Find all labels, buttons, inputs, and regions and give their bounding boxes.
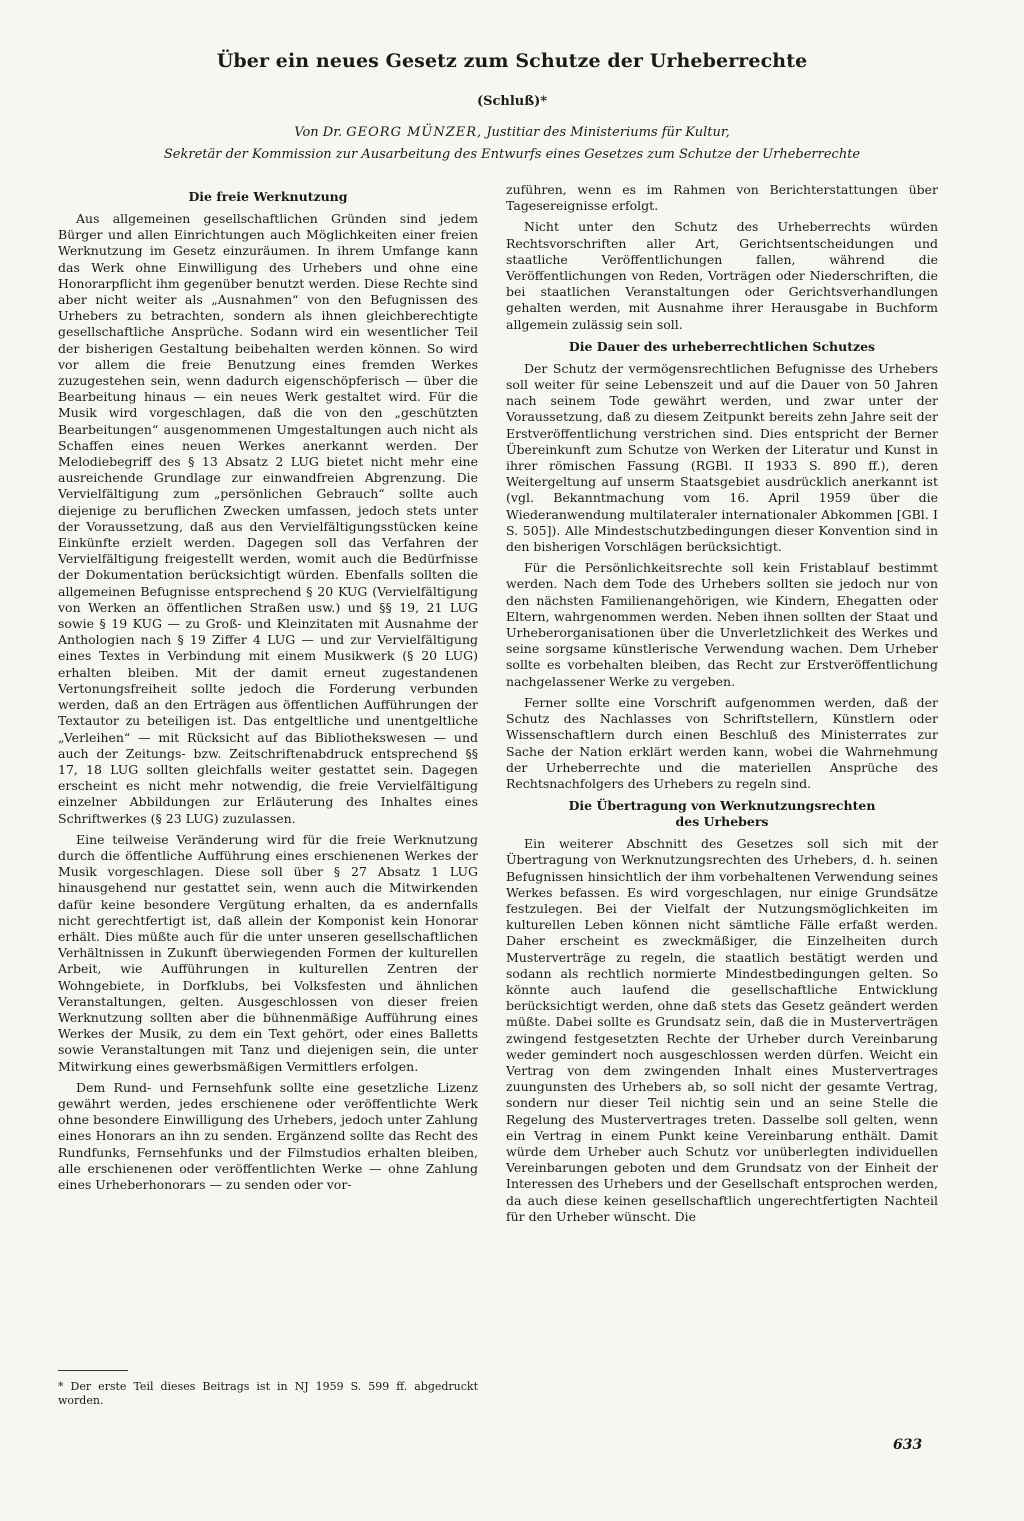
byline-prefix: Von Dr. bbox=[294, 125, 343, 140]
paragraph: Ein weiterer Abschnitt des Gesetzes soll sich mit der Übertragung von Werknutzungsrechten des Urhebers, d. h. seinen Befugnissen hinsichtlich der ihm vorbehaltenen Verwendung seines Werkes befassen. Es wird vorgeschlagen, nur einige Grundsätze festzulegen. Bei der Vielfalt der Nutzungsmöglichkeiten im kulturellen Leben können nicht sämtliche Fälle erfaßt werden. Daher erscheint es zweckmäßiger, die Einzelheiten durch Musterverträge zu regeln, die staatlich bestätigt werden und sodann als rechtlich normierte Mindestbedingungen gelten. So könnte auch laufend die gesellschaftliche Entwicklung berücksichtigt werden, ohne daß stets das Gesetz geändert werden müßte. Dabei sollte es Grundsatz sein, daß die in Musterverträgen zwingend festgesetzten Rechte der Urheber durch Vereinbarung weder gemindert noch ausgeschlossen werden dürfen. Weicht ein Vertrag von dem zwingenden Inhalt eines Mustervertrages zuungunsten des Urhebers ab, so soll nicht der gesamte Vertrag, sondern nur dieser Teil nichtig sein und an seine Stelle die Regelung des Mustervertrages treten. Dasselbe soll gelten, wenn ein Vertrag in einem Punkt keine Vereinbarung enthält. Damit würde dem Urheber auch Schutz vor unüberlegten individuellen Vereinbarungen geboten und dem Grundsatz von der Einheit der Interessen des Urhebers und der Gesellschaft entsprochen werden, da auch diese keinen gesellschaftlich ungerechtfertigten Nachteil für den Urheber wünscht. Die bbox=[506, 836, 938, 1224]
paragraph: Dem Rund- und Fernsehfunk sollte eine gesetzliche Lizenz gewährt werden, jedes erschienene oder veröffentlichte Werk ohne besondere Einwilligung des Urhebers, jedoch unter Zahlung eines Honorars an ihn zu senden. Ergänzend sollte das Recht des Rundfunks, Fernsehfunks und der Filmstudios erhalten bleiben, alle erschienenen oder veröffentlichten Werke — ohne Zahlung eines Urheberhonorars — zu senden oder vor- bbox=[58, 1079, 478, 1192]
section-heading-transfer-line-2: des Urhebers bbox=[675, 814, 769, 830]
author-role: Justitiar des Ministeriums für Kultur, bbox=[486, 125, 730, 140]
left-column bbox=[58, 183, 478, 1198]
section-heading-duration: Die Dauer des urheberrechtlichen Schutzes bbox=[568, 338, 876, 354]
paragraph: Aus allgemeinen gesellschaftlichen Gründen sind jedem Bürger und allen Einrichtungen auch Möglichkeiten einer freien Werknutzung im Gesetz einzuräumen. In ihrem Umfange kann das Werk ohne Einwilligung des Urhebers und ohne eine Honorarpflicht ihm gegenüber benutzt werden. Diese Rechte sind aber nicht weiter als „Ausnahmen“ von den Befugnissen des Urhebers zu betrachten, sondern als ihnen gleichberechtigte gesellschaftliche Ansprüche. Sodann wird ein wesentlicher Teil der bisherigen Gestaltung beibehalten werden können. So wird vor allem die freie Benutzung eines fremden Werkes zuzugestehen sein, wenn dadurch eigenschöpferisch — über die Bearbeitung hinaus — ein neues Werk gestaltet wird. Für die Musik wird vorgeschlagen, daß die von den „geschützten Bearbeitungen“ ausgenommenen Umgestaltungen auch nicht als Schaffen eines neuen Werkes anerkannt werden. Der Melodiebegriff des § 13 Absatz 2 LUG bietet nicht mehr eine ausreichende Grundlage zur einwandfreien Abgrenzung. Die Vervielfältigung zum „persönlichen Gebrauch“ sollte auch diejenige zu beruflichen Zwecken umfassen, jedoch stets unter der Voraussetzung, daß aus den Vervielfältigungsstücken keine Einkünfte erzielt werden. Dagegen soll das Verfahren der Vervielfältigung freigestellt werden, womit auch die Bedürfnisse der Dokumentation berücksichtigt würden. Ebenfalls sollten die allgemeinen Befugnisse entsprechend § 20 KUG (Vervielfältigung von Werken an öffentlichen Straßen usw.) und §§ 19, 21 LUG sowie § 19 KUG — zu Groß- und Kleinzitaten mit Ausnahme der Anthologien nach § 19 Ziffer 4 LUG — und zur Vervielfältigung eines Textes in Verbindung mit einem Musikwerk (§ 20 LUG) erhalten bleiben. Mit der damit erneut zugestandenen Vertonungsfreiheit sollte jedoch die Forderung verbunden werden, daß an den Erträgen aus öffentlichen Aufführungen der Textautor zu beteiligen ist. Das entgeltliche und unentgeltliche „Verleihen“ — mit Rücksicht auf das Bibliothekswesen — und auch der Zeitungs- bzw. Zeitschriftenabdruck entsprechend §§ 17, 18 LUG sollten gleichfalls weiter gestattet sein. Dagegen erscheint es nicht mehr notwendig, die freie Vervielfältigung einzelner Abbildungen zur Erläuterung des Inhaltes eines Schriftwerkes (§ 23 LUG) zuzulassen. bbox=[58, 211, 478, 826]
paragraph: Nicht unter den Schutz des Urheberrechts würden Rechtsvorschriften aller Art, Gerichtsentscheidungen und staatliche Veröffentlichungen fallen, während die Veröffentlichungen von Reden, Vorträgen oder Niederschriften, die bei staatlichen Veranstaltungen oder Gerichtsverhandlungen gehalten werden, mit Ausnahme ihrer Herausgabe in Buchform allgemein zulässig sein soll. bbox=[506, 219, 938, 332]
section-heading-transfer bbox=[506, 798, 938, 830]
footnote: * Der erste Teil dieses Beitrags ist in NJ 1959 S. 599 ff. abgedruckt worden. bbox=[58, 1380, 478, 1407]
author-name: GEORG MÜNZER, bbox=[346, 125, 483, 140]
paragraph: Für die Persönlichkeitsrechte soll kein Fristablauf bestimmt werden. Nach dem Tode des Urhebers sollten sie jedoch nur von den nächsten Familienangehörigen, wie Kindern, Ehegatten oder Eltern, wahrgenommen werden. Neben ihnen sollten der Staat und Urheberorganisationen über die Unverletzlichkeit des Werkes und seine sorgsame künstlerische Verwendung wachen. Dem Urheber sollte es vorbehalten bleiben, das Recht zur Erstveröffentlichung nachgelassener Werke zu vergeben. bbox=[506, 560, 938, 689]
section-heading-free-use: Die freie Werknutzung bbox=[188, 189, 348, 204]
paragraph: Ferner sollte eine Vorschrift aufgenommen werden, daß der Schutz des Nachlasses von Schriftstellern, Künstlern oder Wissenschaftlern durch einen Beschluß des Ministerrates zur Sache der Nation erklärt werden kann, wobei die Wahrnehmung der Urheberrechte und die materiellen Ansprüche des Rechtsnachfolgers des Urhebers zu regeln sind. bbox=[506, 694, 938, 791]
section-heading-transfer-line-1: Die Übertragung von Werknutzungsrechten bbox=[568, 798, 876, 814]
byline-line-2: Sekretär der Kommission zur Ausarbeitung des Entwurfs eines Gesetzes zum Schutze der Urheberrechte bbox=[163, 147, 861, 162]
page-number: 633 bbox=[893, 1437, 923, 1453]
right-column bbox=[506, 182, 938, 1230]
byline bbox=[40, 122, 984, 166]
article-subtitle: (Schluß)* bbox=[476, 94, 548, 109]
footnote-divider bbox=[58, 1370, 128, 1371]
byline-line-1 bbox=[40, 122, 984, 144]
article-title: Über ein neues Gesetz zum Schutze der Urheberrechte bbox=[216, 50, 808, 72]
paragraph: zuführen, wenn es im Rahmen von Berichterstattungen über Tagesereignisse erfolgt. bbox=[506, 182, 938, 214]
paragraph: Eine teilweise Veränderung wird für die freie Werknutzung durch die öffentliche Aufführung eines erschienenen Werkes der Musik vorgeschlagen. Diese soll über § 27 Absatz 1 LUG hinausgehend nur gestattet sein, wenn auch die Mitwirkenden dafür keine besondere Vergütung erhalten, da es andernfalls nicht gerechtfertigt ist, daß allein der Komponist kein Honorar erhält. Dies müßte auch für die unter unseren gesellschaftlichen Verhältnissen in Zukunft überwiegenden Formen der kulturellen Arbeit, wie Aufführungen in kulturellen Zentren der Wohngebiete, in Dorfklubs, bei Volksfesten und ähnlichen Veranstaltungen, gelten. Ausgeschlossen von dieser freien Werknutzung sollten aber die bühnenmäßige Aufführung eines Werkes der Musik, zu dem ein Text gehört, oder eines Balletts sowie Veranstaltungen mit Tanz und diejenigen sein, die unter Mitwirkung eines gewerbsmäßigen Vermittlers erfolgen. bbox=[58, 831, 478, 1074]
paragraph: Der Schutz der vermögensrechtlichen Befugnisse des Urhebers soll weiter für seine Lebenszeit und auf die Dauer von 50 Jahren nach seinem Tode gewährt werden, und zwar unter der Voraussetzung, daß zu diesem Zeitpunkt bereits zehn Jahre seit der Erstveröffentlichung verstrichen sind. Dies entspricht der Berner Übereinkunft zum Schutze von Werken der Literatur und Kunst in ihrer römischen Fassung (RGBl. II 1933 S. 890 ff.), deren Weitergeltung auf unserm Staatsgebiet ausdrücklich anerkannt ist (vgl. Bekanntmachung vom 16. April 1959 über die Wiederanwendung multilateraler internationaler Abkommen [GBl. I S. 505]). Alle Mindestschutzbedingungen dieser Konvention sind in den bisherigen Vorschlägen berücksichtigt. bbox=[506, 360, 938, 555]
